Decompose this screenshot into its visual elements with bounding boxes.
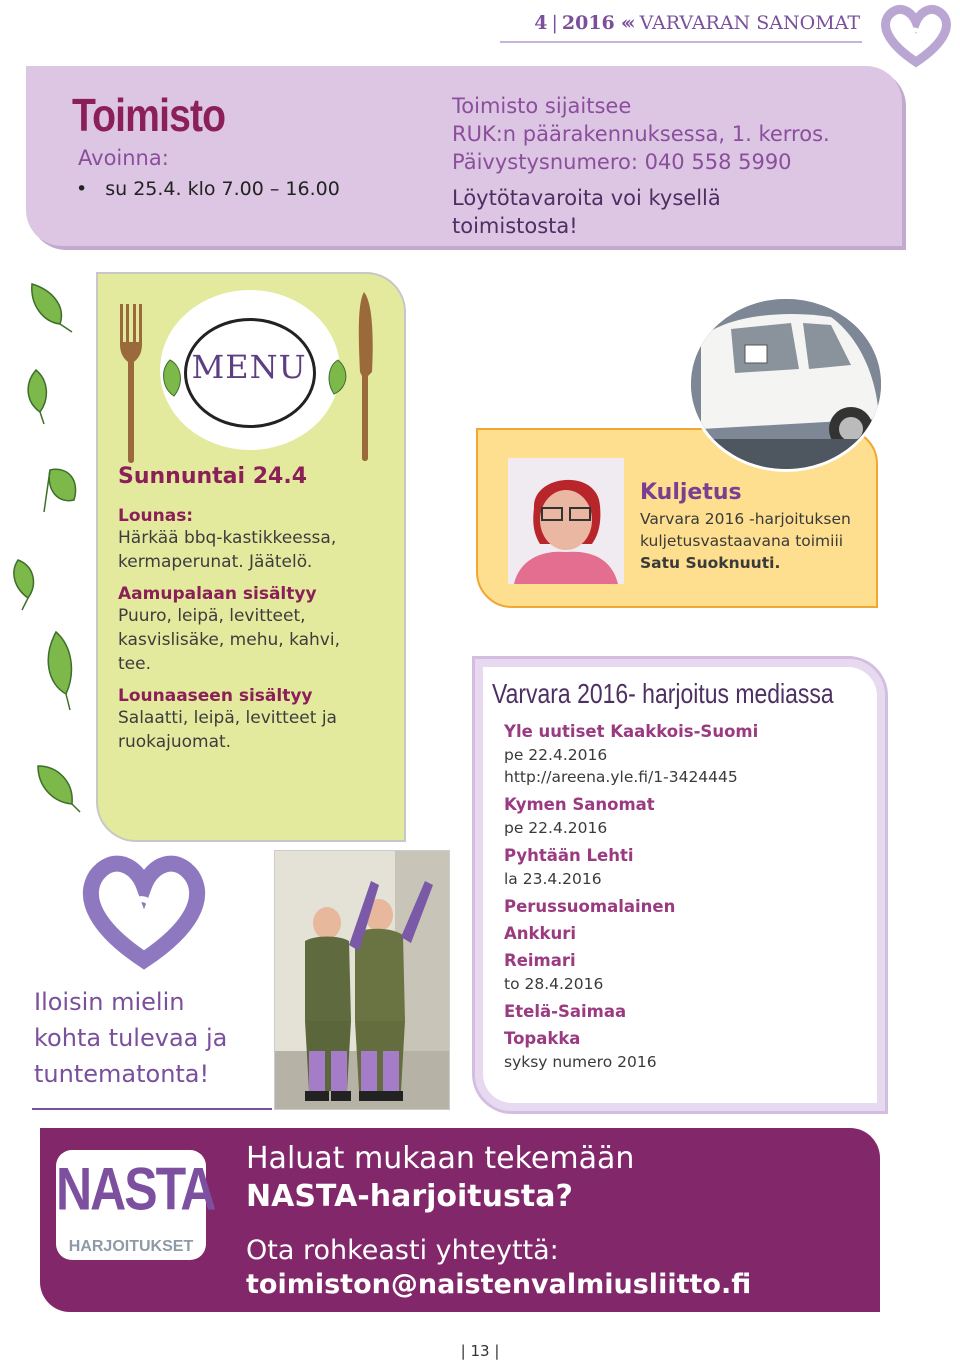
leaf-decoration-icon [4, 280, 84, 820]
motto-rule [32, 1108, 272, 1110]
office-location: Toimisto sijaitsee RUK:n päärakennuksessa, 1. kerros. Päivystysnumero: 040 558 5990 [452, 92, 882, 176]
office-hours: • su 25.4. klo 7.00 – 16.00 [76, 178, 340, 200]
van-photo-image [691, 299, 881, 469]
banner-line1: Haluat mukaan tekemään [246, 1141, 635, 1176]
transport-text: Varvara 2016 -harjoituksen kuljetusvastaavana toimiii Satu Suoknuuti. [640, 508, 880, 574]
list-item: Etelä-Saimaa [504, 1002, 627, 1021]
motto: Iloisin mielin kohta tulevaa ja tuntematonta! [34, 988, 228, 1088]
portrait-photo-image [508, 458, 624, 584]
publication-name: VARVARAN SANOMAT [639, 12, 860, 34]
page-number: | 13 | [460, 1342, 500, 1360]
van-photo [688, 296, 884, 472]
lost-and-found: Löytötavaroita voi kysellä toimistosta! [452, 186, 721, 238]
list-item: Yle uutiset Kaakkois-Suomi pe 22.4.2016 http://areena.yle.fi/1-3424445 [504, 720, 864, 788]
contact-email-link[interactable]: toimiston@naistenvalmiusliitto.fi [246, 1269, 752, 1300]
issue-number: 4 [534, 12, 548, 34]
lunch-included-heading: Lounaaseen sisältyy [118, 686, 313, 706]
nasta-logo-word: NASTA [56, 1155, 215, 1223]
issue-year: 2016 [561, 12, 615, 34]
nasta-logo-sub: HARJOITUKSET [68, 1238, 194, 1255]
photo-two-women [274, 850, 450, 1110]
list-item: Ankkuri [504, 924, 577, 943]
office-title: Toimisto [72, 89, 226, 141]
media-list [504, 720, 864, 1078]
menu-content: Lounas: Härkää bbq-kastikkeessa, kermaperunat. Jäätelö. Aamupalaan sisältyy Puuro, leipä, levitteet, kasvislisäke, mehu, kahvi, tee. Lounaaseen sisältyy Salaatti, leipä, levitteet ja ruokajuomat. [118, 506, 388, 754]
menu-badge: MENU [191, 348, 307, 386]
fork-icon [116, 304, 146, 464]
office-open-label: Avoinna: [78, 146, 169, 170]
menu-day: Sunnuntai 24.4 [118, 464, 307, 489]
breakfast-heading: Aamupalaan sisältyy [118, 584, 317, 604]
transport-title: Kuljetus [640, 480, 742, 505]
lunch-heading: Lounas: [118, 506, 194, 526]
varvara-heart-logo-icon [876, 2, 956, 70]
double-chevron-left-icon: ‹‹‹ [620, 12, 632, 34]
photo-two-women-image [275, 851, 449, 1109]
media-link[interactable]: http://areena.yle.fi/1-3424445 [504, 768, 738, 786]
transport-contact-name: Satu Suoknuuti. [640, 554, 781, 572]
knife-icon [354, 292, 378, 462]
header-rule [500, 41, 862, 43]
page-header: 4 | 2016 ‹‹‹ VARVARAN SANOMAT [534, 12, 860, 34]
banner-line2: NASTA-harjoitusta? [246, 1179, 573, 1214]
list-item: Pyhtään Lehti la 23.4.2016 [504, 846, 634, 888]
portrait-photo [508, 458, 624, 584]
list-item: Perussuomalainen [504, 897, 676, 916]
media-title: Varvara 2016- harjoitus mediassa [492, 678, 834, 709]
list-item: Topakka syksy numero 2016 [504, 1029, 657, 1071]
banner-line3: Ota rohkeasti yhteyttä: [246, 1235, 559, 1266]
office-phone: Päivystysnumero: 040 558 5990 [452, 150, 792, 174]
list-item: Kymen Sanomat pe 22.4.2016 [504, 795, 655, 837]
bullet-icon: • [76, 178, 88, 200]
varvara-heart-logo-icon [76, 852, 212, 972]
list-item: Reimari to 28.4.2016 [504, 951, 604, 993]
